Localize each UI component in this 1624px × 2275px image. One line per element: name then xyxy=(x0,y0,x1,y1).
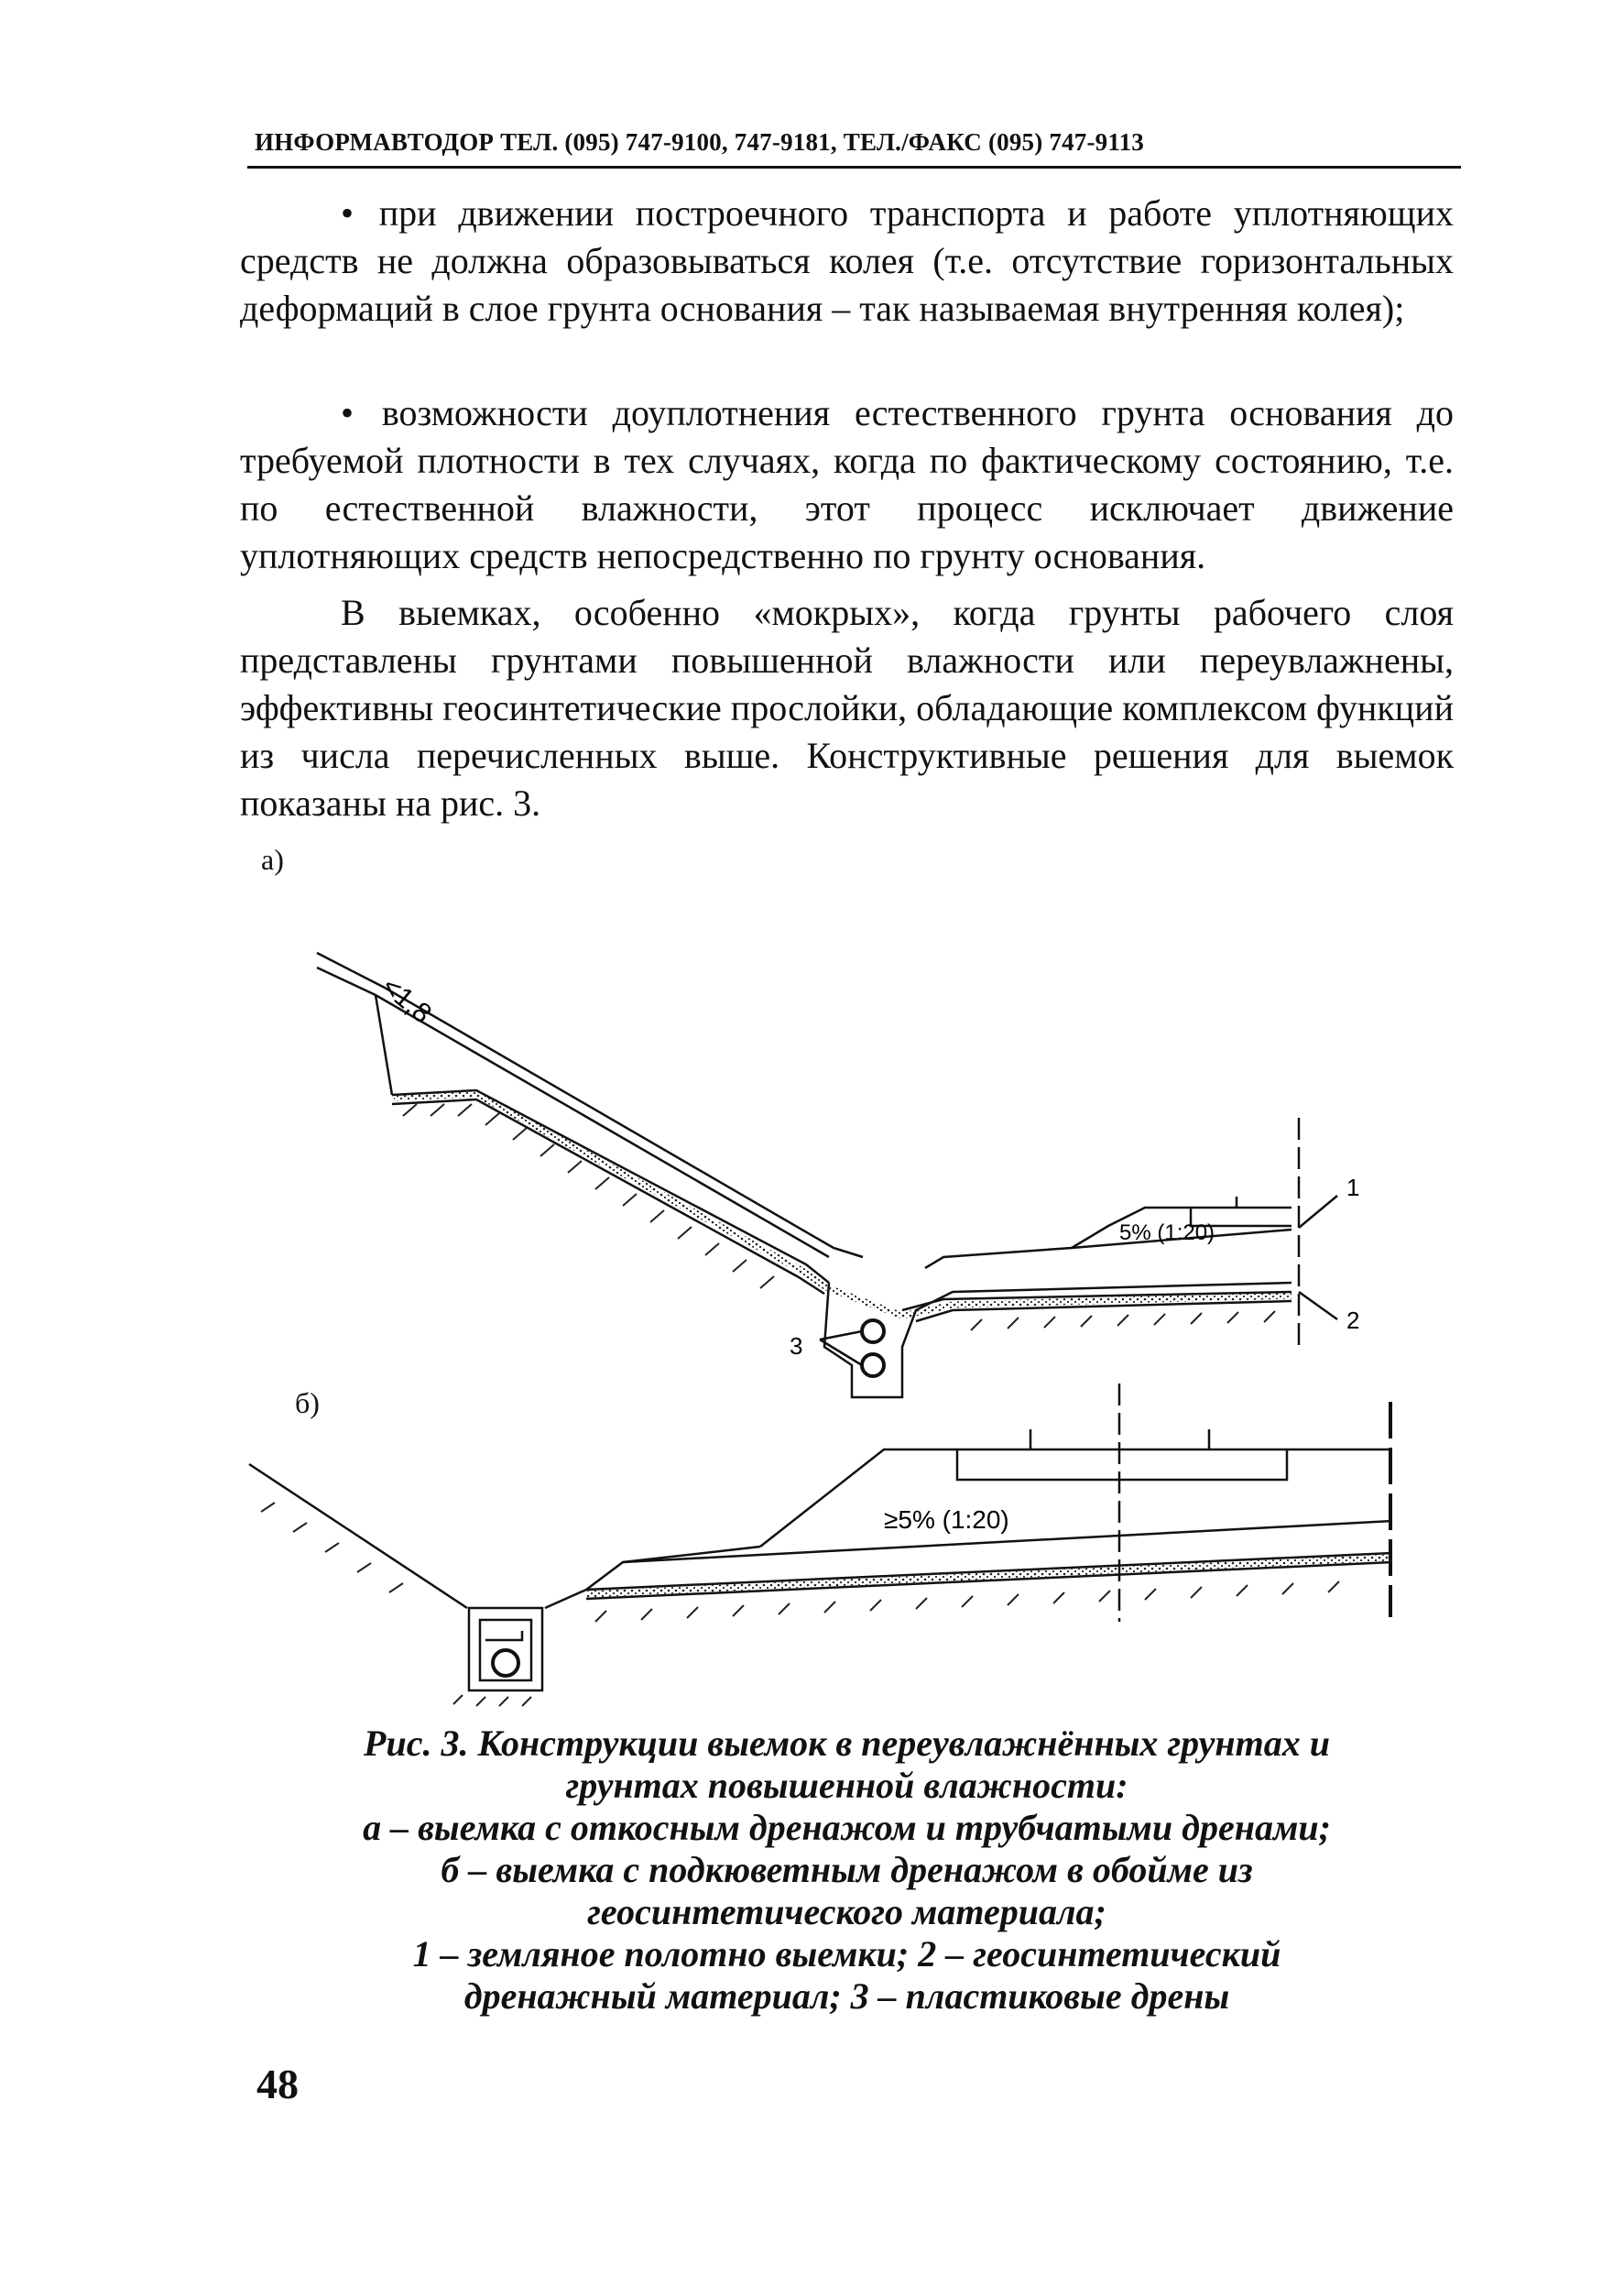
drain-pipe-2 xyxy=(862,1354,884,1376)
slope-a-label: <1,8 xyxy=(376,971,438,1030)
slope-b-right xyxy=(545,1547,760,1608)
leader-2 xyxy=(1299,1292,1337,1319)
drain-layer-base-top xyxy=(902,1292,1292,1310)
figure-caption xyxy=(240,1723,1454,2018)
drain-layer-b-bottom xyxy=(586,1562,1392,1599)
drain-box-wrap xyxy=(485,1631,522,1640)
paragraph-3-text: В выемках, особенно «мокрых», когда грунты рабочего слоя представлены грунтами повышенной влажности или переувлажнены, эффективны геосинтетические прослойки, обладающие комплексом функций из числа перечисленных выше. Конструктивные решения для выемок показаны на рис. 3. xyxy=(240,592,1454,824)
caption-line-3: а – выемка с откосным дренажом и трубчатыми дренами; xyxy=(363,1807,1331,1848)
slope-b-left xyxy=(249,1464,467,1608)
figure-a-geosynthetic-layer xyxy=(394,1094,1292,1316)
caption-line-6: 1 – земляное полотно выемки; 2 – геосинтетический xyxy=(412,1933,1281,1974)
slope-outer-line xyxy=(317,953,863,1257)
leader-3a xyxy=(820,1331,862,1340)
caption-line-7: дренажный материал; 3 – пластиковые дрены xyxy=(463,1975,1230,2017)
figure-a-ground-hatching xyxy=(403,1104,1275,1330)
callout-3: 3 xyxy=(790,1332,803,1360)
header-rule xyxy=(247,166,1461,169)
bullet-2: • xyxy=(341,392,354,433)
pavement-b-layer xyxy=(957,1449,1287,1480)
leader-3b xyxy=(820,1340,862,1365)
drain-layer-b-top xyxy=(586,1553,1392,1590)
drain-pipe-1 xyxy=(862,1320,884,1342)
figure-label-b: б) xyxy=(295,1386,320,1419)
caption-line-2: грунтах повышенной влажности: xyxy=(565,1765,1128,1806)
caption-line-5: геосинтетического материала; xyxy=(587,1891,1106,1932)
slope-inner-line xyxy=(317,968,829,1257)
leader-1 xyxy=(1299,1196,1337,1228)
figure-b-ground-hatching xyxy=(261,1503,1339,1706)
header-publisher: ИНФОРМАВТОДОР xyxy=(255,128,495,156)
bullet-1: • xyxy=(341,192,354,234)
pavement-b-outline xyxy=(760,1449,1392,1547)
callout-2: 2 xyxy=(1346,1307,1360,1334)
pavement-layer xyxy=(1191,1208,1292,1226)
pavement-b-ticks xyxy=(1030,1429,1209,1449)
paragraph-2-text: возможности доуплотнения естественного грунта основания до требуемой плотности в тех случаях, когда по фактическому состоянию, т.е. по естественной влажности, этот процесс исключает движение уплотняющих средств непосредственно по грунту основания. xyxy=(240,392,1455,576)
crossfall-b-label: ≥5% (1:20) xyxy=(884,1505,1009,1534)
pavement-outline xyxy=(925,1208,1292,1268)
drain-layer-bottom xyxy=(392,1099,824,1294)
caption-line-4: б – выемка с подкюветным дренажом в обойме из xyxy=(441,1849,1253,1890)
drain-box-pipe xyxy=(493,1650,518,1676)
figure-b-geosynthetic-layer xyxy=(586,1558,1392,1594)
drain-box-outer xyxy=(469,1608,542,1690)
crossfall-a-label: 5% (1:20) xyxy=(1119,1220,1215,1245)
paragraph-2 xyxy=(240,389,1454,580)
ditch-outline xyxy=(824,1283,1292,1397)
drain-layer-base-bottom xyxy=(916,1301,1292,1321)
page-number: 48 xyxy=(256,2061,299,2107)
paragraph-1-text: при движении построечного транспорта и работе уплотняющих средств не должна образовываться колея (т.е. отсутствие горизонтальных деформаций в слое грунта основания – так называемая внутренняя колея); xyxy=(240,192,1455,329)
paragraph-1 xyxy=(240,190,1454,333)
figure-b-cross-section xyxy=(249,1384,1392,1690)
figure-label-a: а) xyxy=(261,843,284,876)
figure-a-cross-section xyxy=(317,953,1337,1397)
paragraph-3 xyxy=(240,589,1454,827)
header-contacts: ТЕЛ. (095) 747-9100, 747-9181, ТЕЛ./ФАКС (095) 747-9113 xyxy=(500,128,1144,156)
drain-box-inner xyxy=(480,1620,531,1680)
crossfall-b-line xyxy=(623,1521,1392,1562)
berm-edge xyxy=(376,995,392,1095)
pavement-crossfall-line xyxy=(1072,1230,1292,1248)
drain-layer-top xyxy=(392,1090,829,1283)
callout-1: 1 xyxy=(1346,1174,1360,1201)
running-header xyxy=(255,128,1455,157)
caption-line-1: Рис. 3. Конструкции выемок в переувлажнённых грунтах и xyxy=(364,1723,1330,1764)
